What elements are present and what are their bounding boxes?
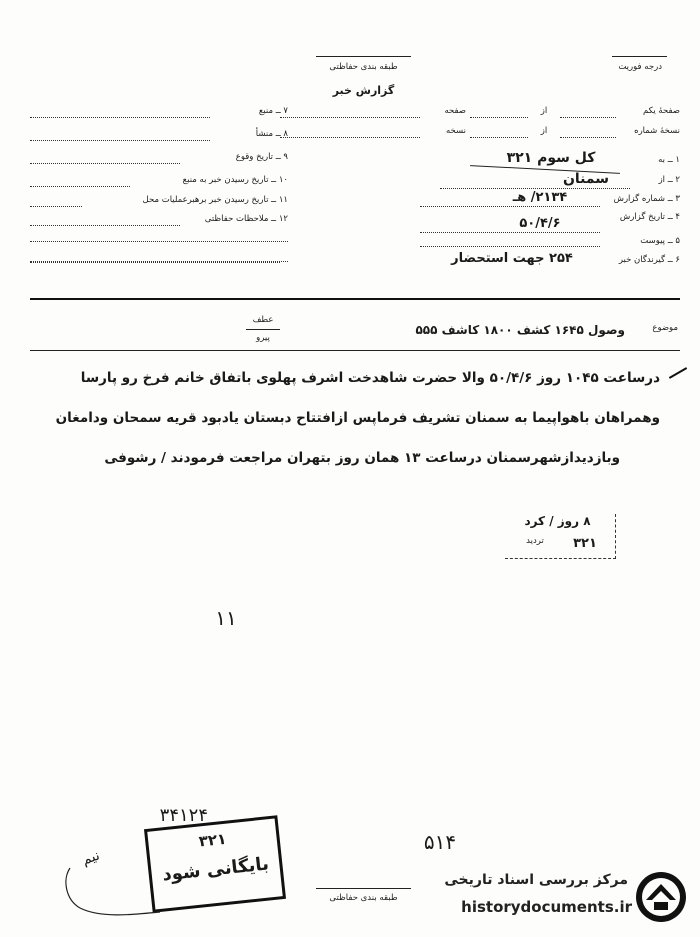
right-fields xyxy=(420,150,680,270)
field-report-number-label: ۳ ــ شماره گزارش xyxy=(613,194,680,204)
page-number: ۵۱۴ xyxy=(423,830,457,854)
urgency-rule xyxy=(612,56,667,57)
field-report-number-line xyxy=(420,206,600,207)
subject-text: وصول ۱۶۴۵ کشف ۱۸۰۰ کاشف ۵۵۵ xyxy=(415,323,625,337)
header-top-rule xyxy=(316,56,411,57)
page-title: گزارش خبر xyxy=(332,84,395,97)
classification-top: طبقه بندی حفاظتی xyxy=(329,62,398,72)
margin-mark xyxy=(669,367,687,379)
page-suffix: صفحه xyxy=(444,106,466,116)
field-security-notes-line xyxy=(30,225,180,226)
subject-label: موضوع xyxy=(652,323,678,333)
field-from-label: ۲ ــ از xyxy=(658,175,680,185)
watermark-name: مرکز بررسی اسناد تاریخی xyxy=(444,872,628,888)
field-attachment-label: ۵ ــ پیوست xyxy=(640,236,680,246)
field-to-value: کل سوم ۳۲۱ xyxy=(506,150,596,166)
copy-label: نسخهٔ شماره xyxy=(634,126,680,136)
review-stamp-line2: ۳۲۱ xyxy=(573,536,597,551)
field-report-date-value: ۵۰/۴/۶ xyxy=(519,216,561,231)
copy-suffix: نسخه xyxy=(446,126,466,136)
field-report-number-value: ۲۱۳۴/ هـ xyxy=(512,190,568,205)
page-az: از xyxy=(540,106,548,116)
watermark-url: historydocuments.ir xyxy=(461,898,632,916)
copy-lead-line xyxy=(280,137,420,138)
review-stamp-label: تردید xyxy=(526,536,544,546)
classification-bottom: طبقه بندی حفاظتی xyxy=(329,893,398,903)
field-ops-receipt-line xyxy=(30,206,82,207)
handwritten-mark: ۱۱ xyxy=(215,606,237,630)
field-occurrence-date-label: ۹ ــ تاریخ وقوع xyxy=(235,152,288,162)
urgency-label: درجه فوریت xyxy=(618,62,662,72)
review-stamp-line1: ۸ روز / کرد xyxy=(524,514,591,528)
page-info xyxy=(400,106,680,146)
footer-rule xyxy=(316,888,411,889)
peyro-label: پیرو xyxy=(256,333,270,343)
archive-number: ۳۴۱۲۴ xyxy=(159,805,208,826)
field-source-label: ۷ ــ منبع xyxy=(258,106,288,116)
field-from-line xyxy=(440,188,630,189)
copy-number-line xyxy=(560,137,616,138)
recipients-left-line xyxy=(30,262,280,263)
initials-scribble xyxy=(60,860,170,920)
copy-az: از xyxy=(540,126,548,136)
field-security-notes-label: ۱۲ ــ ملاحظات حفاظتی xyxy=(204,214,288,224)
field-ops-receipt-label: ۱۱ ــ تاریخ رسیدن خبر برهبرعملیات محل xyxy=(142,195,288,205)
review-stamp xyxy=(505,514,616,559)
field-source-receipt-line xyxy=(30,186,130,187)
page-lead-line xyxy=(280,117,420,118)
initials: نیم xyxy=(80,847,102,869)
field-origin-label: ۸ ــ منشأ xyxy=(255,129,288,139)
page-number-line xyxy=(560,117,616,118)
page-total-line xyxy=(470,117,528,118)
field-source-receipt-label: ۱۰ ــ تاریخ رسیدن خبر به منبع xyxy=(182,175,288,185)
field-recipients-value: ۲۵۴ جهت استحضار xyxy=(451,251,573,266)
field-occurrence-date-line xyxy=(30,163,180,164)
body-line-3: وبازدیدازشهرسمنان درساعت ۱۳ همان روز بتهران مراجعت فرمودند / رشوفی xyxy=(104,450,620,466)
field-report-date-label: ۴ ــ تاریخ گزارش xyxy=(619,212,680,222)
field-recipients-label: ۶ ــ گیرندگان خبر xyxy=(618,255,680,265)
atf-divider xyxy=(246,329,280,330)
field-report-date-line xyxy=(420,232,600,233)
field-from-value: سمنان xyxy=(562,171,610,187)
page-label: صفحهٔ یکم xyxy=(643,106,680,116)
archive-stamp-line1: ۳۲۱ xyxy=(197,829,228,851)
body-line-2: وهمراهان باهواپیما به سمنان تشریف فرماپس ازافتتاح دبستان یادبود قریه سمحان ودامغان xyxy=(55,410,660,426)
archive-logo-icon xyxy=(634,870,688,924)
watermark xyxy=(418,868,690,930)
field-extra-line-1 xyxy=(30,241,288,242)
field-origin-line xyxy=(30,140,210,141)
copy-total-line xyxy=(470,137,528,138)
body-line-1: درساعت ۱۰۴۵ روز ۵۰/۴/۶ والا حضرت شاهدخت اشرف پهلوی باتفاق خانم فرخ رو پارسا xyxy=(80,370,660,386)
field-to-label: ۱ ــ به xyxy=(658,155,680,165)
field-attachment-line xyxy=(420,246,600,247)
atf-label: عطف xyxy=(252,315,274,325)
header-divider xyxy=(30,298,680,300)
field-source-line xyxy=(30,117,210,118)
archive-stamp-line2: بایگانی شود xyxy=(161,853,270,886)
subject-divider xyxy=(30,350,680,351)
